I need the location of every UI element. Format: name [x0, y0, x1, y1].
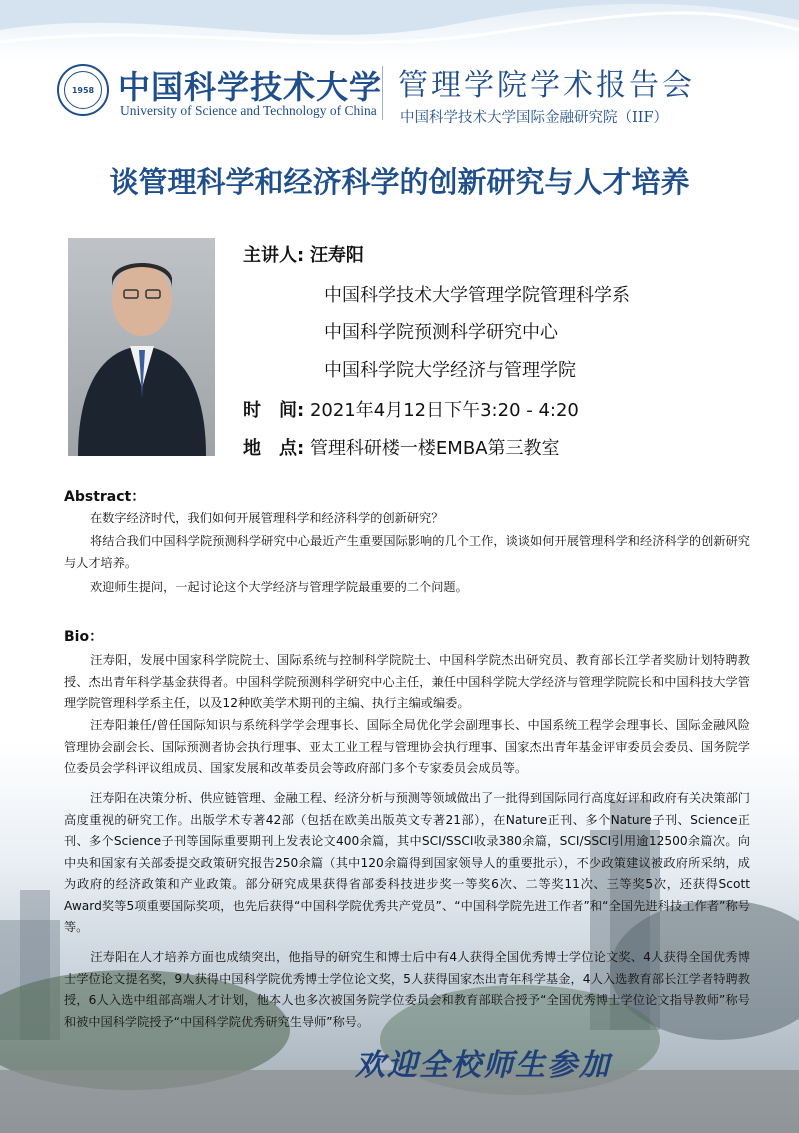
school-name-en: University of Science and Technology of China	[120, 103, 377, 118]
bio-paragraph-4	[64, 947, 750, 1033]
bio-heading: Bio：	[64, 629, 104, 645]
abstract-heading: Abstract：	[64, 489, 146, 505]
speaker-name: 汪寿阳	[309, 245, 364, 266]
affiliation-3: 中国科学院大学经济与管理学院	[324, 360, 576, 381]
abstract-paragraph-1	[64, 508, 750, 530]
affiliation-1: 中国科学技术大学管理学院管理科学系	[324, 285, 630, 306]
header-divider	[382, 66, 383, 120]
abstract-text-3: 欢迎师生提问，一起讨论这个大学经济与管理学院最重要的二个问题。	[90, 580, 468, 594]
time-line	[243, 396, 579, 422]
time-value: 2021年4月12日下午3:20 - 4:20	[309, 400, 579, 421]
series-subtitle: 中国科学技术大学国际金融研究院（IIF）	[400, 110, 669, 126]
school-name-cn: 中国科学技术大学	[118, 68, 383, 106]
seal-year: 1958	[64, 71, 102, 109]
abstract-text-2: 将结合我们中国科学院预测科学研究中心最近产生重要国际影响的几个工作，谈谈如何开展管理科学和经济科学的创新研究与人才培养。	[64, 534, 750, 570]
series-title: 管理学院学术报告会	[398, 68, 695, 103]
place-label: 地 点:	[243, 438, 305, 459]
bio-text-4: 汪寿阳在人才培养方面也成绩突出，他指导的研究生和博士后中有4人获得全国优秀博士学位论文奖、4人获得全国优秀博士学位论文提名奖，9人获得中国科学院优秀博士学位论文奖，5人获得国家杰出青年科学基金，4人入选教育部长江学者特聘教授，6人入选中组部高端人才计划，他本人也多次被国务院学位委员会和教育部联合授予“全国优秀博士学位论文指导教师”称号和被中国科学院授予“中国科学院优秀研究生导师”称号。	[64, 950, 750, 1029]
abstract-paragraph-3	[64, 577, 750, 599]
abstract-paragraph-2	[64, 531, 750, 574]
top-wave-decoration	[0, 0, 799, 60]
time-label: 时 间:	[243, 400, 305, 421]
bio-paragraph-3	[64, 788, 763, 939]
talk-title: 谈管理科学和经济科学的创新研究与人才培养	[109, 165, 690, 199]
bio-text-1: 汪寿阳，发展中国家科学院院士、国际系统与控制科学院院士、中国科学院杰出研究员、教育部长江学者奖励计划特聘教授、杰出青年科学基金获得者。中国科学院预测科学研究中心主任，兼任中国科学院大学经济与管理学院院长和中国科技大学管理学院管理科学系主任，以及12种欧美学术期刊的主编、执行主编或编委。	[64, 653, 750, 710]
welcome-banner: 欢迎全校师生参加	[355, 1048, 611, 1083]
speaker-line	[243, 241, 364, 267]
speaker-label: 主讲人:	[243, 245, 305, 266]
abstract-text-1: 在数字经济时代，我们如何开展管理科学和经济科学的创新研究？	[90, 511, 444, 525]
affiliation-2: 中国科学院预测科学研究中心	[324, 322, 558, 343]
place-line	[243, 434, 560, 460]
speaker-portrait	[68, 238, 215, 456]
place-value: 管理科研楼一楼EMBA第三教室	[309, 438, 560, 459]
bio-paragraph-2	[64, 715, 750, 780]
bio-paragraph-1	[64, 650, 750, 715]
bio-text-2: 汪寿阳兼任/曾任国际知识与系统科学学会理事长、国际全局优化学会副理事长、中国系统工程学会理事长、国际金融风险管理协会副会长、国际预测者协会执行理事、亚太工业工程与管理协会执行理事、国家杰出青年基金评审委员会委员、国务院学位委员会学科评议组成员、国家发展和改革委员会等政府部门多个专家委员会成员等。	[64, 718, 750, 775]
bio-text-3: 汪寿阳在决策分析、供应链管理、金融工程、经济分析与预测等领域做出了一批得到国际同行高度好评和政府有关决策部门高度重视的研究工作。出版学术专著42部（包括在欧美出版英文专著21部），在Nature正刊、多个Nature子刊、Science正刊、多个Science子刊等国际重要期刊上发表论文400余篇，其中SCI/SSCI收录380余篇，SCI/SSCI引用逾12500余篇次。向中央和国家有关部委提交政策研究报告250余篇（其中120余篇得到国家领导人的重要批示），不少政策建议被政府所采纳，成为政府的经济政策和产业政策。部分研究成果获得省部委科技进步奖一等奖6次、二等奖11次、三等奖5次，还获得Scott Award奖等5项重要国际奖项，也先后获得“中国科学院优秀共产党员”、“中国科学院先进工作者”和“全国先进科技工作者”称号等。	[64, 791, 763, 934]
university-seal-logo	[57, 64, 109, 116]
